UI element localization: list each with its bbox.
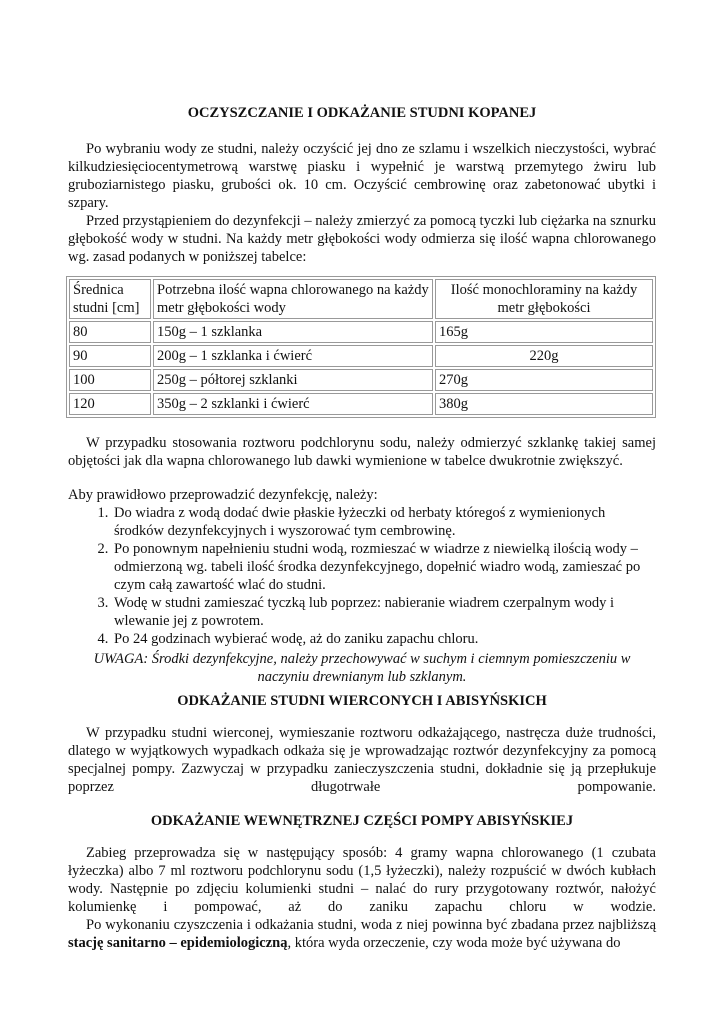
table-row bbox=[69, 369, 653, 391]
paragraph-sodium-hypochlorite: W przypadku stosowania roztworu podchlorynu sodu, należy odmierzyć szklankę takiej samej objętości jak dla wapna chlorowanego lub dawki wymienione w tabelce dwukrotnie zwiększyć. bbox=[68, 435, 656, 469]
document-page bbox=[68, 104, 656, 952]
paragraph-testing bbox=[68, 916, 656, 952]
table-cell: 220g bbox=[435, 345, 653, 367]
paragraph-before-disinfection: Przed przystąpieniem do dezynfekcji – należy zmierzyć za pomocą tyczki lub ciężarka na sznurku głębokość wody w studni. Na każdy metr głębokości wody odmierza się ilość wapna chlorowanego wg. zasad podanych w poniższej tabelce: bbox=[68, 213, 656, 265]
sanitary-station-bold: stację sanitarno – epidemiologiczną bbox=[68, 935, 288, 951]
table-cell: 350g – 2 szklanki i ćwierć bbox=[153, 393, 433, 415]
table-cell: 270g bbox=[435, 369, 653, 391]
list-item: 3. Wodę w studni zamieszać tyczką lub poprzez: nabieranie wiadrem czerpalnym wody i wlewanie jej z powrotem. bbox=[112, 594, 656, 630]
table-cell: 120 bbox=[69, 393, 151, 415]
table-cell: 90 bbox=[69, 345, 151, 367]
table-row bbox=[69, 321, 653, 343]
table-cell: 150g – 1 szklanka bbox=[153, 321, 433, 343]
table-header-cell: Średnica studni [cm] bbox=[69, 279, 151, 319]
paragraph-pump-procedure: Zabieg przeprowadza się w następujący sposób: 4 gramy wapna chlorowanego (1 czubata łyżeczka) albo 7 ml roztworu podchlorynu sodu (1,5 łyżeczki), należy rozpuścić w dwóch kubłach wody. Następnie po zdjęciu kolumienki studni – nalać do rury przygotowany roztwór, nałożyć kolumienkę i pompować, aż do zaniku zapachu chloru w wodzie. bbox=[68, 845, 656, 915]
section-title-dug-well: OCZYSZCZANIE I ODKAŻANIE STUDNI KOPANEJ bbox=[187, 105, 537, 121]
table-cell: 100 bbox=[69, 369, 151, 391]
paragraph-cleaning: Po wybraniu wody ze studni, należy oczyścić jej dno ze szlamu i wszelkich nieczystości, wybrać kilkudziesięciocentymetrową warstwę piasku i wypełnić je warstwą przemytego żwiru lub gruboziarnistego piasku, grubości ok. 10 cm. Oczyścić cembrowinę oraz zabetonować ubytki i szpary. bbox=[68, 141, 656, 211]
table-header-cell: Ilość monochloraminy na każdy metr głębokości bbox=[435, 279, 653, 319]
table-row bbox=[69, 345, 653, 367]
testing-text-pre: Po wykonaniu czyszczenia i odkażania studni, woda z niej powinna być zbadana przez najbliższą bbox=[86, 917, 656, 933]
list-item: 4. Po 24 godzinach wybierać wodę, aż do zaniku zapachu chloru. bbox=[112, 630, 656, 648]
warning-note: UWAGA: Środki dezynfekcyjne, należy przechowywać w suchym i ciemnym pomieszczeniu w naczyniu drewnianym lub szklanym. bbox=[93, 651, 631, 685]
steps-list bbox=[68, 504, 656, 648]
dosage-table bbox=[66, 276, 656, 418]
paragraph-drilled-wells: W przypadku studni wierconej, wymieszanie roztworu odkażającego, nastręcza duże trudności, dlatego w wyjątkowych wypadkach odkaża się je wprowadzając roztwór dezynfekcyjny za pomocą specjalnej pompy. Zazwyczaj w przypadku zanieczyszczenia studni, dokładnie się ją przepłukuje poprzez długotrwałe pompowanie. bbox=[68, 725, 656, 795]
steps-intro: Aby prawidłowo przeprowadzić dezynfekcję, należy: bbox=[68, 487, 378, 503]
table-cell: 200g – 1 szklanka i ćwierć bbox=[153, 345, 433, 367]
table-header-row bbox=[69, 279, 653, 319]
table-row bbox=[69, 393, 653, 415]
table-header-cell: Potrzebna ilość wapna chlorowanego na każdy metr głębokości wody bbox=[153, 279, 433, 319]
list-item: 2. Po ponownym napełnieniu studni wodą, rozmieszać w wiadrze z niewielką ilością wody – odmierzoną wg. tabeli ilość środka dezynfekcyjnego, dopełnić wiadro wodą, zamieszać po czym całą zawartość wlać do studni. bbox=[112, 540, 656, 594]
table-cell: 380g bbox=[435, 393, 653, 415]
list-item: 1. Do wiadra z wodą dodać dwie płaskie łyżeczki od herbaty któregoś z wymienionych środków dezynfekcyjnych i wyszorować tym cembrowinę. bbox=[112, 504, 656, 540]
table-cell: 165g bbox=[435, 321, 653, 343]
table-cell: 250g – półtorej szklanki bbox=[153, 369, 433, 391]
testing-text-post: , która wyda orzeczenie, czy woda może być używana do bbox=[287, 935, 621, 951]
table-cell: 80 bbox=[69, 321, 151, 343]
section-title-pump: ODKAŻANIE WEWNĘTRZNEJ CZĘŚCI POMPY ABISYŃSKIEJ bbox=[150, 813, 574, 829]
section-title-drilled-wells: ODKAŻANIE STUDNI WIERCONYCH I ABISYŃSKICH bbox=[177, 693, 547, 709]
